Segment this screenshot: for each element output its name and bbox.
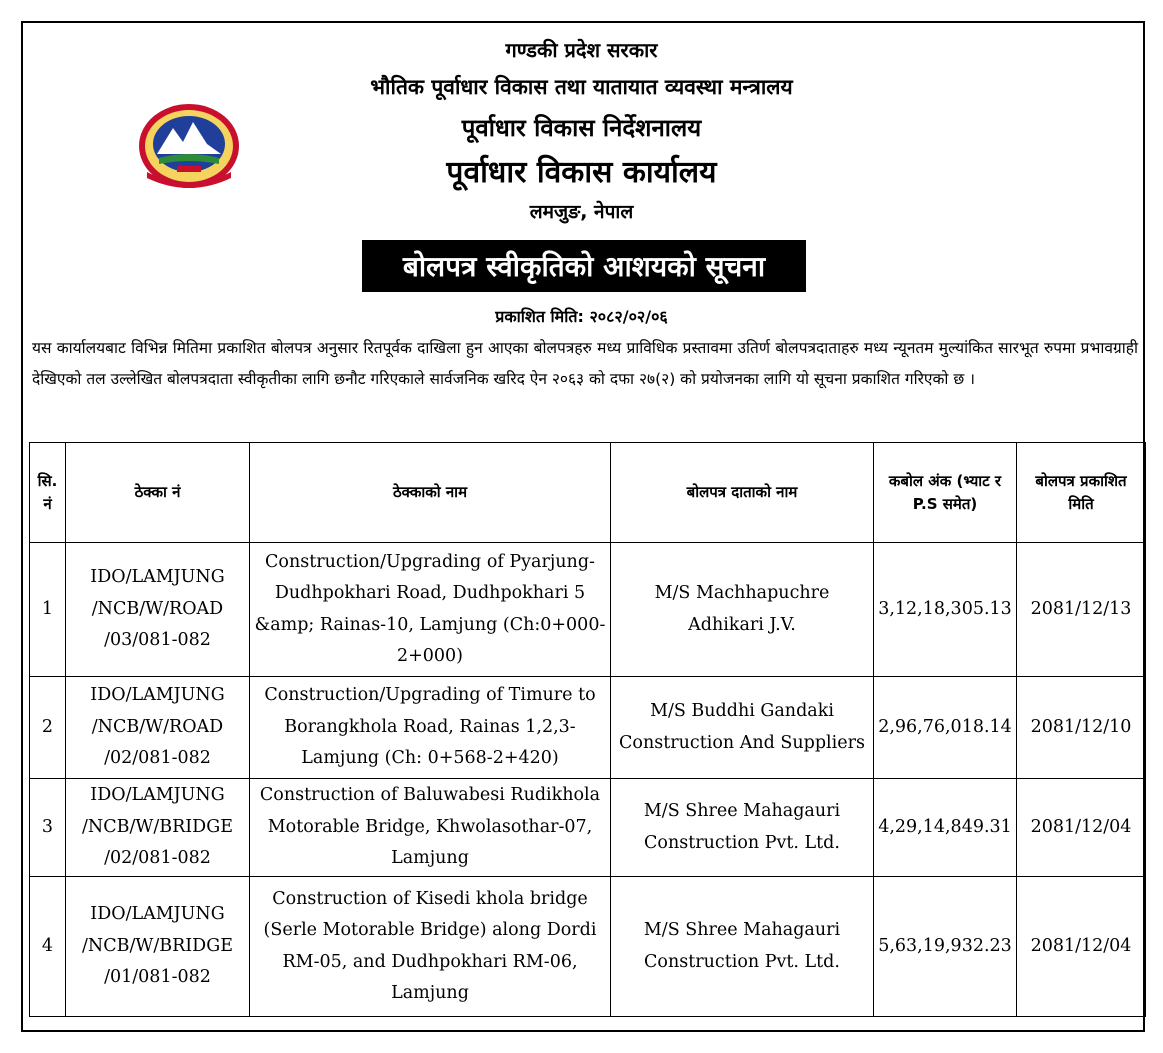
cell-pub-date: 2081/12/13 [1017,543,1146,677]
table-row [30,677,1146,779]
cell-bidder: M/S Shree Mahagauri Construction Pvt. Ltd. [611,877,874,1017]
cell-contract-name: Construction/Upgrading of Timure to Borangkhola Road, Rainas 1,2,3-Lamjung (Ch: 0+568-2+420) [250,677,611,779]
header-contract-name: ठेक्काको नाम [250,443,611,543]
ministry-title: भौतिक पूर्वाधार विकास तथा यातायात व्यवस्था मन्त्रालय [370,75,793,99]
office-title: पूर्वाधार विकास कार्यालय [446,155,717,190]
notice-title-banner: बोलपत्र स्वीकृतिको आशयको सूचना [362,240,806,292]
cell-sn: 2 [30,677,66,779]
published-date: प्रकाशित मिति: २०८२/०२/०६ [495,307,668,326]
office-location: लमजुङ, नेपाल [529,201,634,223]
cell-amount: 2,96,76,018.14 [874,677,1017,779]
cell-sn: 4 [30,877,66,1017]
cell-amount: 5,63,19,932.23 [874,877,1017,1017]
directorate-title: पूर्वाधार विकास निर्देशनालय [461,114,702,142]
cell-contract-name: Construction of Kisedi khola bridge (Serle Motorable Bridge) along Dordi RM-05, and Dudhpokhari RM-06, Lamjung [250,877,611,1017]
cell-bidder: M/S Shree Mahagauri Construction Pvt. Ltd. [611,779,874,877]
table-row [30,779,1146,877]
cell-contract-no: IDO/LAMJUNG /NCB/W/ROAD /02/081-082 [66,677,250,779]
cell-contract-no: IDO/LAMJUNG /NCB/W/BRIDGE /02/081-082 [66,779,250,877]
header-contract-no: ठेक्का नं [66,443,250,543]
cell-contract-name: Construction of Baluwabesi Rudikhola Motorable Bridge, Khwolasothar-07, Lamjung [250,779,611,877]
cell-amount: 3,12,18,305.13 [874,543,1017,677]
cell-sn: 3 [30,779,66,877]
cell-bidder: M/S Machhapuchre Adhikari J.V. [611,543,874,677]
cell-contract-no: IDO/LAMJUNG /NCB/W/ROAD /03/081-082 [66,543,250,677]
table-row [30,543,1146,677]
notice-body-text: यस कार्यालयबाट विभिन्न मितिमा प्रकाशित बोलपत्र अनुसार रितपूर्वक दाखिला हुन आएका बोलपत्रहरु मध्य प्राविधिक प्रस्तावमा उतिर्ण बोलपत्रदाताहरु मध्य न्यूनतम मुल्यांकित सारभूत रुपमा प्रभावग्राही देखिएको तल उल्लेखित बोलपत्रदाता स्वीकृतीका लागि छनौट गरिएकाले सार्वजनिक खरिद ऐन २०६३ को दफा २७(२) को प्रयोजनका लागि यो सूचना प्रकाशित गरिएको छ । [32,339,1138,388]
cell-pub-date: 2081/12/04 [1017,877,1146,1017]
cell-pub-date: 2081/12/10 [1017,677,1146,779]
cell-pub-date: 2081/12/04 [1017,779,1146,877]
cell-contract-no: IDO/LAMJUNG /NCB/W/BRIDGE /01/081-082 [66,877,250,1017]
table-header-row [30,443,1146,543]
header-amount: कबोल अंक (भ्याट र P.S समेत) [874,443,1017,543]
province-government-title: गण्डकी प्रदेश सरकार [505,38,658,62]
table-row [30,877,1146,1017]
bid-acceptance-table [29,442,1146,1017]
header-bidder: बोलपत्र दाताको नाम [611,443,874,543]
cell-contract-name: Construction/Upgrading of Pyarjung-Dudhpokhari Road, Dudhpokhari 5 &amp; Rainas-10, Lamjung (Ch:0+000-2+000) [250,543,611,677]
cell-amount: 4,29,14,849.31 [874,779,1017,877]
cell-bidder: M/S Buddhi Gandaki Construction And Suppliers [611,677,874,779]
header-pub-date: बोलपत्र प्रकाशित मिति [1017,443,1146,543]
header-sn: सि. नं [30,443,66,543]
cell-sn: 1 [30,543,66,677]
